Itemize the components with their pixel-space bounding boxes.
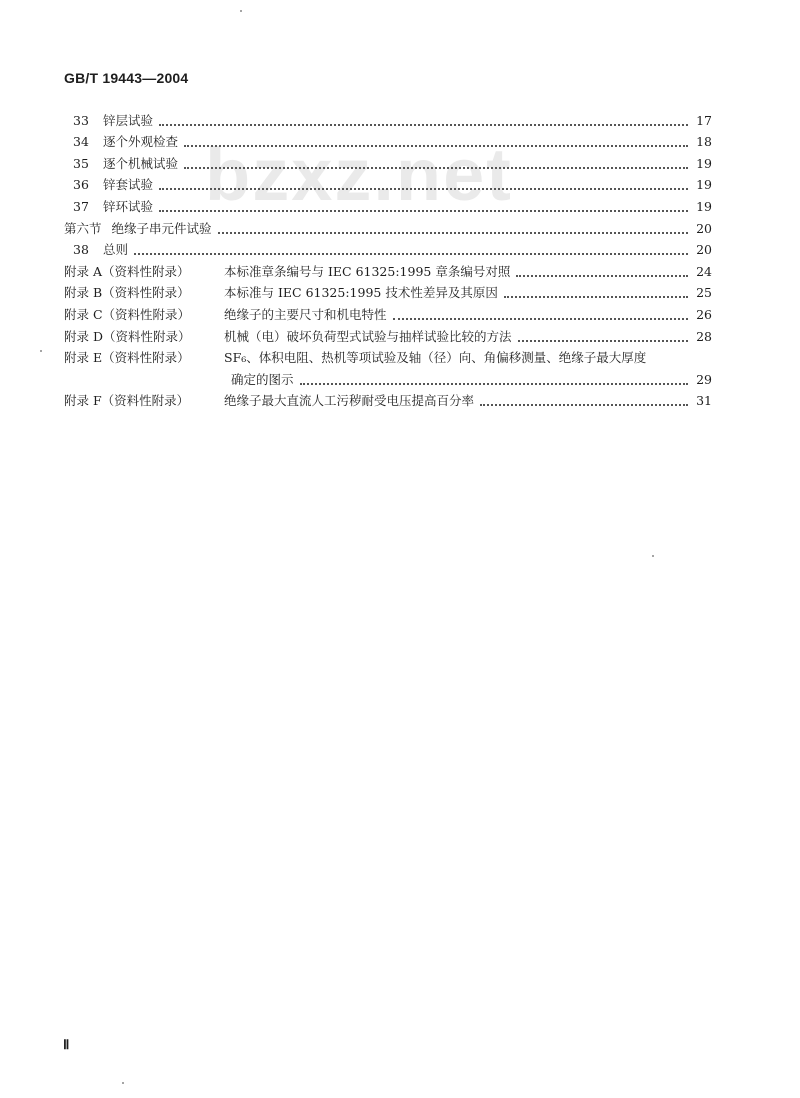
toc-entry[interactable] — [64, 108, 712, 130]
leader-dots — [184, 144, 688, 147]
toc-annex-entry[interactable] — [64, 259, 712, 281]
leader-dots — [134, 252, 688, 255]
toc-entry-number: 36 — [73, 177, 89, 193]
toc-annex-title: 机械（电）破坏负荷型式试验与抽样试验比较的方法 — [224, 328, 512, 344]
leader-dots — [159, 123, 688, 126]
toc-entry-title: 锌层试验 — [103, 112, 154, 128]
toc-entry-page: 28 — [696, 328, 712, 344]
toc-section-entry[interactable] — [64, 216, 712, 238]
page-number-roman: Ⅱ — [63, 1037, 70, 1052]
toc-entry-number: 38 — [73, 242, 89, 258]
toc-entry-title: 锌套试验 — [103, 177, 154, 193]
toc-annex-title: SF₆、体积电阻、热机等项试验及轴（径）向、角偏移测量、绝缘子最大厚度 — [224, 350, 647, 366]
toc-entry-page: 25 — [696, 285, 712, 301]
toc-entry-number: 33 — [73, 112, 89, 128]
toc-entry[interactable] — [64, 173, 712, 195]
scan-speck — [122, 1082, 124, 1084]
toc-entry-page: 19 — [696, 198, 712, 214]
toc-annex-label: 附录 B（资料性附录） — [64, 285, 190, 301]
toc-entry-number: 35 — [73, 155, 89, 171]
toc-entry-title: 总则 — [103, 242, 129, 258]
toc-entry[interactable] — [64, 238, 712, 260]
watermark: bzxz.net — [205, 133, 513, 216]
toc-annex-label: 附录 A（资料性附录） — [64, 263, 190, 279]
leader-dots — [516, 274, 688, 277]
toc-annex-entry[interactable] — [64, 346, 712, 368]
toc-entry[interactable] — [64, 130, 712, 152]
leader-dots — [218, 231, 688, 234]
toc-entry-page: 31 — [696, 393, 712, 409]
toc-annex-label: 附录 C（资料性附录） — [64, 306, 191, 322]
toc-annex-entry[interactable] — [64, 302, 712, 324]
toc-annex-entry[interactable] — [64, 389, 712, 411]
toc-annex-entry[interactable] — [64, 281, 712, 303]
toc-annex-title: 绝缘子的主要尺寸和机电特性 — [224, 306, 387, 322]
table-of-contents — [64, 108, 712, 410]
toc-entry-title: 锌环试验 — [103, 198, 154, 214]
toc-entry-page: 18 — [696, 134, 712, 150]
toc-annex-label: 附录 D（资料性附录） — [64, 328, 191, 344]
leader-dots — [159, 209, 688, 212]
toc-annex-title-continuation: 确定的图示 — [231, 371, 294, 387]
standard-number: GB/T 19443—2004 — [64, 70, 189, 86]
toc-section-label: 第六节 — [64, 220, 102, 236]
toc-entry-number: 34 — [73, 134, 89, 150]
toc-entry-page: 26 — [696, 306, 712, 322]
scan-speck — [40, 350, 42, 352]
toc-entry-page: 24 — [696, 263, 712, 279]
scan-speck — [240, 10, 242, 12]
toc-section-title: 绝缘子串元件试验 — [111, 220, 212, 236]
toc-annex-entry-continuation[interactable] — [64, 367, 712, 389]
toc-annex-label: 附录 F（资料性附录） — [64, 393, 190, 409]
toc-entry-title: 逐个外观检查 — [103, 134, 179, 150]
toc-annex-label: 附录 E（资料性附录） — [64, 350, 190, 366]
toc-annex-title: 本标准与 IEC 61325:1995 技术性差异及其原因 — [224, 285, 498, 301]
toc-entry[interactable] — [64, 151, 712, 173]
toc-entry-page: 20 — [696, 242, 712, 258]
toc-entry-page: 19 — [696, 155, 712, 171]
leader-dots — [518, 339, 688, 342]
toc-entry-page: 20 — [696, 220, 712, 236]
leader-dots — [300, 382, 688, 385]
leader-dots — [159, 187, 688, 190]
toc-entry-number: 37 — [73, 198, 89, 214]
leader-dots — [184, 166, 688, 169]
leader-dots — [480, 403, 688, 406]
toc-entry[interactable] — [64, 194, 712, 216]
leader-dots — [504, 295, 688, 298]
toc-entry-page: 19 — [696, 177, 712, 193]
scan-speck — [652, 555, 654, 557]
toc-entry-page: 29 — [696, 371, 712, 387]
toc-annex-title: 绝缘子最大直流人工污秽耐受电压提高百分率 — [224, 393, 475, 409]
toc-annex-title: 本标准章条编号与 IEC 61325:1995 章条编号对照 — [224, 263, 511, 279]
toc-entry-title: 逐个机械试验 — [103, 155, 179, 171]
toc-entry-page: 17 — [696, 112, 712, 128]
toc-annex-entry[interactable] — [64, 324, 712, 346]
leader-dots — [393, 317, 688, 320]
